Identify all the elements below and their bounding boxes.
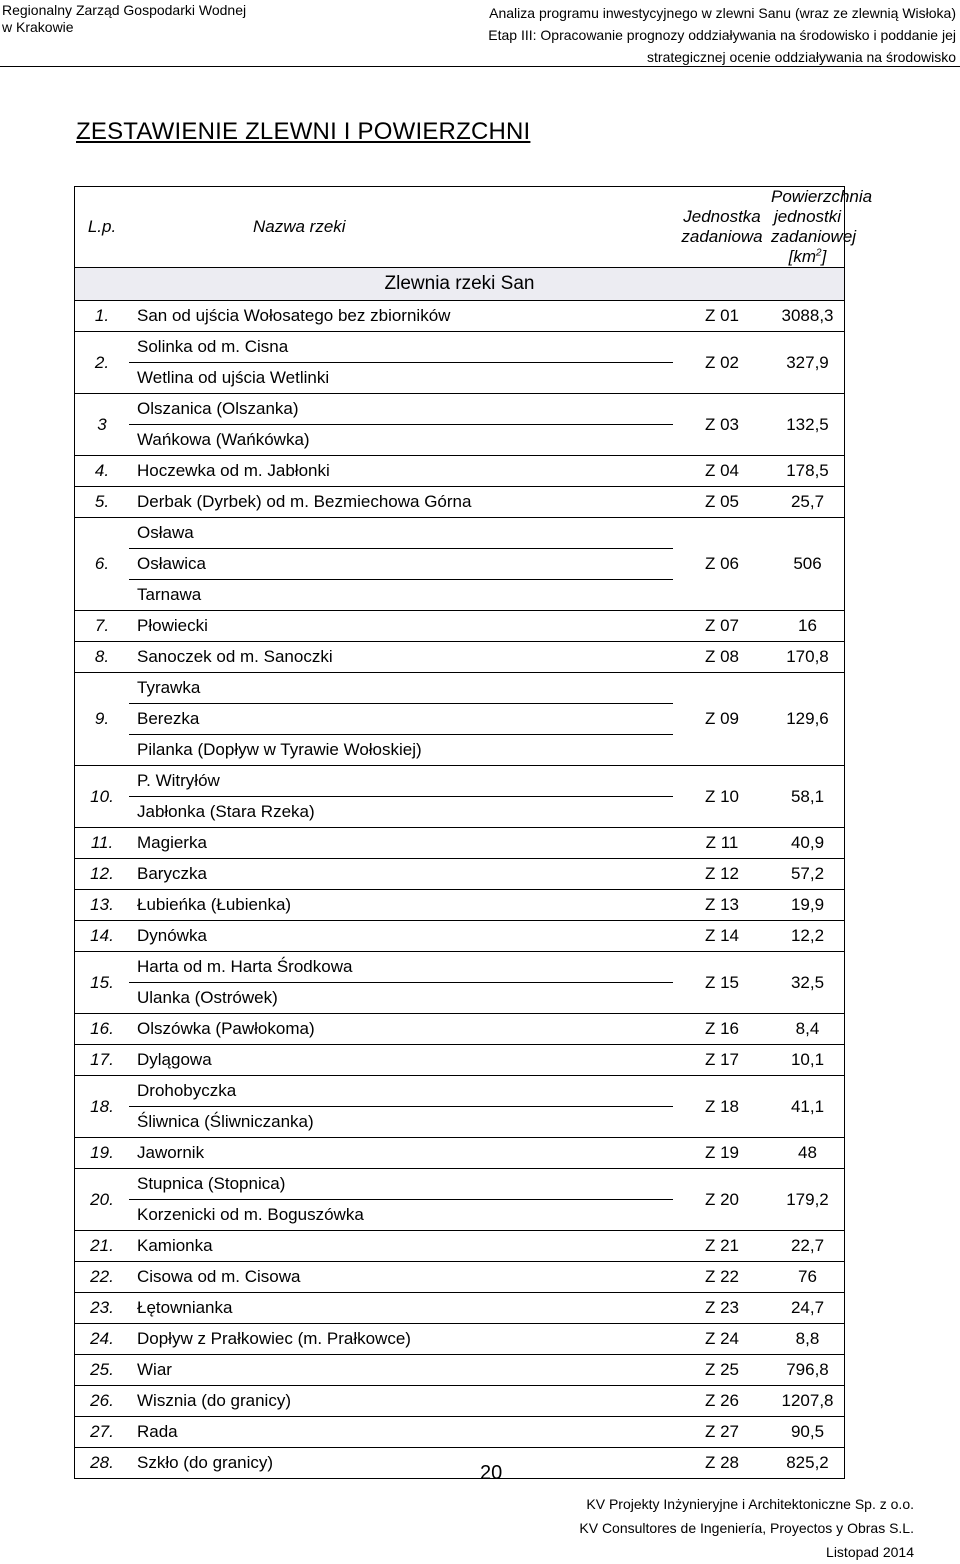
row-area: 8,8 (771, 1324, 845, 1355)
row-river-name: Dopływ z Prałkowiec (m. Prałkowce) (129, 1324, 673, 1355)
row-unit: Z 14 (673, 921, 771, 952)
row-unit: Z 27 (673, 1417, 771, 1448)
row-lp: 19. (75, 1138, 130, 1169)
row-lp: 21. (75, 1231, 130, 1262)
row-river-name: Harta od m. Harta Środkowa (129, 952, 673, 983)
row-lp: 27. (75, 1417, 130, 1448)
row-river-name: Łubieńka (Łubienka) (129, 890, 673, 921)
row-river-name: Solinka od m. Cisna (129, 332, 673, 363)
header-area-sup: 2 (816, 247, 822, 259)
row-lp: 11. (75, 828, 130, 859)
table-row (75, 611, 845, 642)
row-unit: Z 26 (673, 1386, 771, 1417)
row-lp: 2. (75, 332, 130, 394)
row-unit: Z 04 (673, 456, 771, 487)
row-unit: Z 05 (673, 487, 771, 518)
row-lp: 22. (75, 1262, 130, 1293)
row-river-name: Baryczka (129, 859, 673, 890)
header-name: Nazwa rzeki (129, 187, 673, 268)
row-area: 12,2 (771, 921, 845, 952)
footer (579, 1492, 914, 1564)
footer-line3: Listopad 2014 (826, 1544, 914, 1560)
row-river-name: Dylągowa (129, 1045, 673, 1076)
header-title-line3: strategicznej ocenie oddziaływania na środowisko (647, 49, 956, 65)
table-row (75, 1231, 845, 1262)
row-area: 179,2 (771, 1169, 845, 1231)
row-unit: Z 28 (673, 1448, 771, 1479)
table-row (75, 456, 845, 487)
row-area: 3088,3 (771, 301, 845, 332)
row-river-name: Kamionka (129, 1231, 673, 1262)
row-river-name: Ulanka (Ostrówek) (129, 983, 673, 1014)
table-row (75, 394, 845, 425)
row-area: 41,1 (771, 1076, 845, 1138)
row-river-name: Korzenicki od m. Boguszówka (129, 1200, 673, 1231)
footer-line1: KV Projekty Inżynieryjne i Architektoniczne Sp. z o.o. (586, 1496, 914, 1512)
row-area: 22,7 (771, 1231, 845, 1262)
row-unit: Z 25 (673, 1355, 771, 1386)
row-river-name: Sanoczek od m. Sanoczki (129, 642, 673, 673)
row-river-name: Derbak (Dyrbek) od m. Bezmiechowa Górna (129, 487, 673, 518)
row-river-name: Olszówka (Pawłokoma) (129, 1014, 673, 1045)
table-row (75, 1045, 845, 1076)
row-river-name: Drohobyczka (129, 1076, 673, 1107)
header-area (771, 187, 873, 268)
table-row (75, 1293, 845, 1324)
table-row (75, 518, 845, 549)
row-area: 1207,8 (771, 1386, 845, 1417)
row-area: 132,5 (771, 394, 845, 456)
row-river-name: Wiar (129, 1355, 673, 1386)
row-unit: Z 02 (673, 332, 771, 394)
row-lp: 26. (75, 1386, 130, 1417)
row-unit: Z 11 (673, 828, 771, 859)
table-row (75, 1138, 845, 1169)
row-unit: Z 16 (673, 1014, 771, 1045)
row-lp: 14. (75, 921, 130, 952)
row-river-name: Osławica (129, 549, 673, 580)
row-river-name: Wetlina od ujścia Wetlinki (129, 363, 673, 394)
header-area-text: zadaniowej [km (771, 227, 857, 266)
row-area: 178,5 (771, 456, 845, 487)
row-area: 48 (771, 1138, 845, 1169)
row-area: 58,1 (771, 766, 845, 828)
header-title-line2: Etap III: Opracowanie prognozy oddziaływania na środowisko i poddanie jej (488, 27, 956, 43)
row-lp: 3 (75, 394, 130, 456)
row-river-name: Pilanka (Dopływ w Tyrawie Wołoskiej) (129, 735, 673, 766)
header-area-end: ] (821, 247, 827, 266)
row-area: 32,5 (771, 952, 845, 1014)
row-unit: Z 03 (673, 394, 771, 456)
table-row (75, 1355, 845, 1386)
row-river-name: Rada (129, 1417, 673, 1448)
row-unit: Z 15 (673, 952, 771, 1014)
row-river-name: Łętownianka (129, 1293, 673, 1324)
row-lp: 16. (75, 1014, 130, 1045)
table-row (75, 1169, 845, 1200)
row-area: 796,8 (771, 1355, 845, 1386)
row-area: 19,9 (771, 890, 845, 921)
row-river-name: P. Witryłów (129, 766, 673, 797)
row-area: 10,1 (771, 1045, 845, 1076)
row-unit: Z 01 (673, 301, 771, 332)
row-area: 57,2 (771, 859, 845, 890)
row-lp: 8. (75, 642, 130, 673)
row-area: 129,6 (771, 673, 845, 766)
row-lp: 15. (75, 952, 130, 1014)
row-unit: Z 08 (673, 642, 771, 673)
row-area: 25,7 (771, 487, 845, 518)
table-row (75, 1262, 845, 1293)
header-title-line1: Analiza programu inwestycyjnego w zlewni Sanu (wraz ze zlewnią Wisłoka) (489, 5, 956, 21)
page-number: 20 (480, 1462, 503, 1484)
row-river-name: San od ujścia Wołosatego bez zbiorników (129, 301, 673, 332)
row-river-name: Cisowa od m. Cisowa (129, 1262, 673, 1293)
row-unit: Z 13 (673, 890, 771, 921)
row-unit: Z 17 (673, 1045, 771, 1076)
table-row (75, 1448, 845, 1479)
row-area: 76 (771, 1262, 845, 1293)
row-lp: 6. (75, 518, 130, 611)
table-row (75, 301, 845, 332)
row-area: 170,8 (771, 642, 845, 673)
row-lp: 10. (75, 766, 130, 828)
table-row (75, 1386, 845, 1417)
row-unit: Z 07 (673, 611, 771, 642)
table-row (75, 673, 845, 704)
row-area: 40,9 (771, 828, 845, 859)
row-unit: Z 10 (673, 766, 771, 828)
section-title: Zlewnia rzeki San (75, 268, 845, 301)
header-document-title (488, 2, 956, 68)
row-river-name: Olszanica (Olszanka) (129, 394, 673, 425)
header-unit-line1: Jednostka (683, 207, 761, 226)
section-row (75, 268, 845, 301)
row-unit: Z 21 (673, 1231, 771, 1262)
row-lp: 23. (75, 1293, 130, 1324)
header-organization (2, 2, 246, 36)
row-unit: Z 19 (673, 1138, 771, 1169)
table-row (75, 487, 845, 518)
row-lp: 20. (75, 1169, 130, 1231)
row-unit: Z 06 (673, 518, 771, 611)
row-unit: Z 09 (673, 673, 771, 766)
row-lp: 13. (75, 890, 130, 921)
row-lp: 4. (75, 456, 130, 487)
row-unit: Z 24 (673, 1324, 771, 1355)
row-unit: Z 12 (673, 859, 771, 890)
row-lp: 25. (75, 1355, 130, 1386)
table-row (75, 952, 845, 983)
row-river-name: Dynówka (129, 921, 673, 952)
row-area: 825,2 (771, 1448, 845, 1479)
row-unit: Z 18 (673, 1076, 771, 1138)
row-area: 90,5 (771, 1417, 845, 1448)
table-row (75, 1014, 845, 1045)
table-row (75, 766, 845, 797)
catchment-table (74, 186, 873, 1479)
row-unit: Z 20 (673, 1169, 771, 1231)
footer-line2: KV Consultores de Ingeniería, Proyectos y Obras S.L. (579, 1520, 914, 1536)
row-river-name: Szkło (do granicy) (129, 1448, 673, 1479)
row-lp: 12. (75, 859, 130, 890)
row-lp: 1. (75, 301, 130, 332)
table-row (75, 1076, 845, 1107)
row-lp: 17. (75, 1045, 130, 1076)
row-area: 327,9 (771, 332, 845, 394)
table-row (75, 828, 845, 859)
row-area: 24,7 (771, 1293, 845, 1324)
row-river-name: Płowiecki (129, 611, 673, 642)
table-row (75, 1417, 845, 1448)
row-river-name: Tyrawka (129, 673, 673, 704)
row-lp: 7. (75, 611, 130, 642)
row-river-name: Tarnawa (129, 580, 673, 611)
table-row (75, 332, 845, 363)
header-divider (0, 66, 960, 67)
table-header-row (75, 187, 845, 268)
table-row (75, 859, 845, 890)
table-row (75, 642, 845, 673)
row-river-name: Jawornik (129, 1138, 673, 1169)
row-unit: Z 23 (673, 1293, 771, 1324)
header-lp: L.p. (75, 187, 130, 268)
row-river-name: Osława (129, 518, 673, 549)
header-unit (673, 187, 771, 268)
row-river-name: Hoczewka od m. Jabłonki (129, 456, 673, 487)
row-river-name: Śliwnica (Śliwniczanka) (129, 1107, 673, 1138)
row-area: 16 (771, 611, 845, 642)
header-area-line1: Powierzchnia jednostki (771, 187, 873, 226)
table-row (75, 1324, 845, 1355)
row-river-name: Jabłonka (Stara Rzeka) (129, 797, 673, 828)
header-area-line2 (771, 227, 857, 267)
page-title: ZESTAWIENIE ZLEWNI I POWIERZCHNI (76, 118, 531, 145)
row-river-name: Wańkowa (Wańkówka) (129, 425, 673, 456)
row-lp: 18. (75, 1076, 130, 1138)
row-river-name: Berezka (129, 704, 673, 735)
row-area: 8,4 (771, 1014, 845, 1045)
row-unit: Z 22 (673, 1262, 771, 1293)
row-lp: 5. (75, 487, 130, 518)
table-row (75, 890, 845, 921)
table-row (75, 921, 845, 952)
row-lp: 24. (75, 1324, 130, 1355)
row-lp: 9. (75, 673, 130, 766)
row-area: 506 (771, 518, 845, 611)
row-river-name: Magierka (129, 828, 673, 859)
header-unit-line2: zadaniowa (681, 227, 763, 246)
row-lp: 28. (75, 1448, 130, 1479)
header-org-line1: Regionalny Zarząd Gospodarki Wodnej (2, 2, 247, 18)
header-org-line2: w Krakowie (2, 19, 74, 35)
row-river-name: Wisznia (do granicy) (129, 1386, 673, 1417)
row-river-name: Stupnica (Stopnica) (129, 1169, 673, 1200)
